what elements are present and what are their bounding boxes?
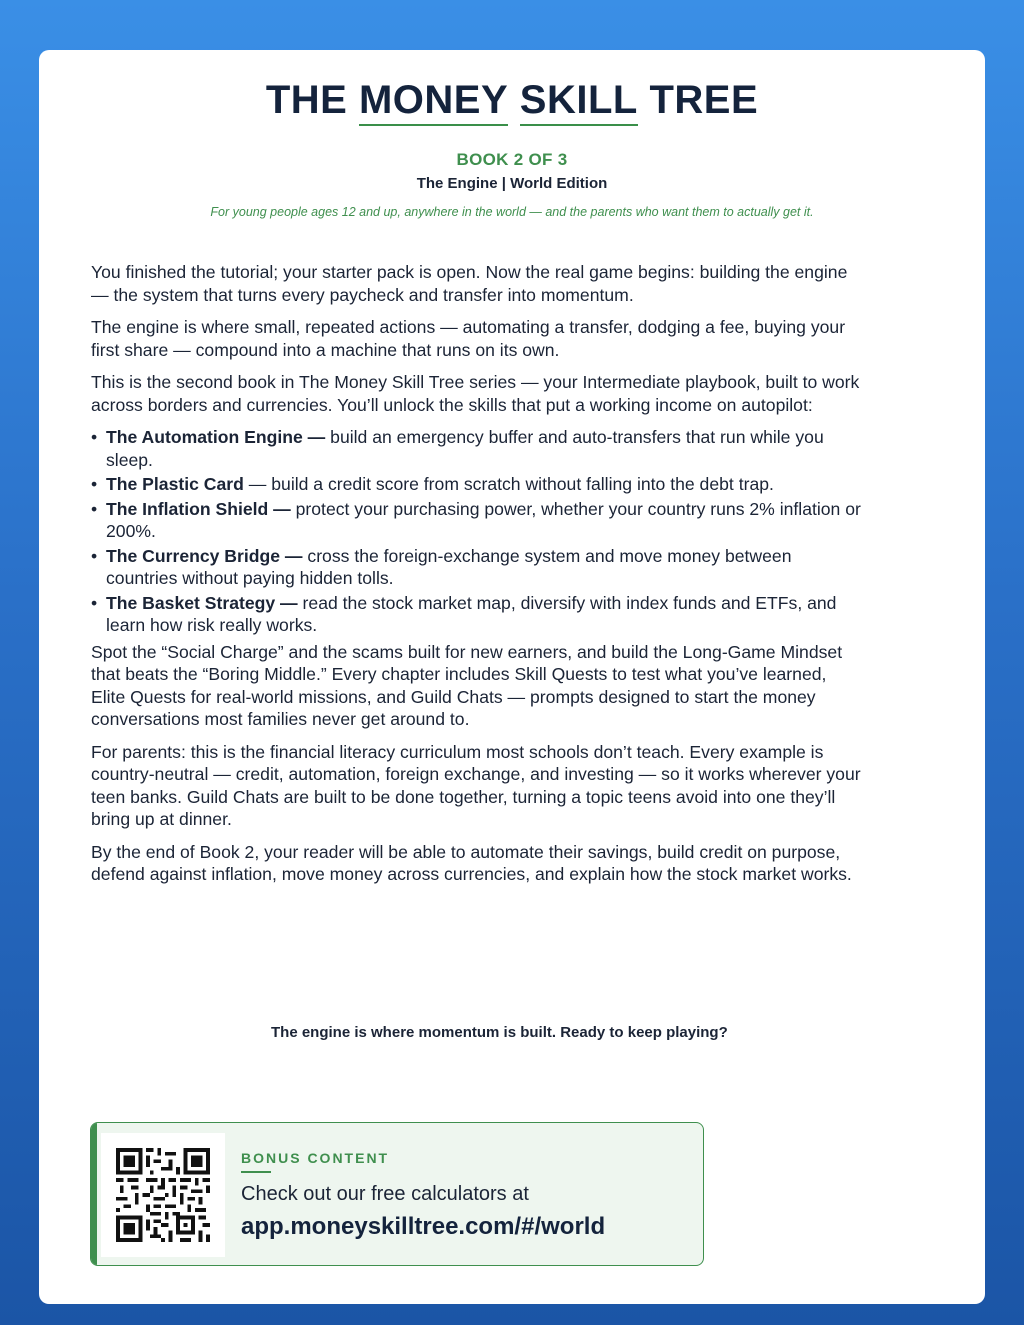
audience-tagline: For young people ages 12 and up, anywhere in the world — and the parents who want them to actually get it. [210, 205, 814, 219]
skill-desc: protect your purchasing power, whether your country runs 2% inflation or 200%. [106, 498, 861, 541]
skill-name: The Basket Strategy — [106, 592, 298, 613]
title-word-skill: SKILL [519, 78, 638, 122]
bullet-icon: • [91, 474, 98, 494]
list-item [91, 592, 861, 637]
book-number-label: BOOK 2 OF 3 [456, 150, 568, 169]
skill-desc: build an emergency buffer and auto-transfers that run while you sleep. [106, 427, 824, 470]
description-body [91, 261, 861, 896]
skill-desc: read the stock market map, diversify with index funds and ETFs, and learn how risk really works. [106, 592, 837, 635]
list-item [91, 545, 861, 590]
outro-paragraph-1: Spot the “Social Charge” and the scams built for new earners, and build the Long-Game Mindset that beats the “Boring Middle.” Every chapter includes Skill Quests to test what you’ve learned, Elite Quests for real-world missions, and Guild Chats — prompts designed to start the money conversations most families never get around to. [91, 641, 843, 729]
skill-desc: cross the foreign-exchange system and move money between countries without paying hidden tolls. [106, 545, 792, 588]
skills-list [91, 426, 861, 637]
list-item [91, 498, 861, 543]
intro-paragraph-1: You finished the tutorial; your starter pack is open. Now the real game begins: building the engine — the system that turns every paycheck and transfer into momentum. [91, 262, 848, 305]
skill-desc: — build a credit score from scratch without falling into the debt trap. [243, 474, 774, 494]
intro-paragraph-3: This is the second book in The Money Skill Tree series — your Intermediate playbook, built to work across borders and currencies. You’ll unlock the skills that put a working income on autopilot: [91, 372, 860, 415]
qr-code-icon [116, 1148, 210, 1242]
skill-name: The Automation Engine — [106, 427, 326, 447]
intro-paragraph-2: The engine is where small, repeated actions — automating a transfer, dodging a fee, buying your first share — compound into a machine that runs on its own. [91, 317, 846, 360]
title-space [508, 78, 520, 122]
outro-paragraph-2: For parents: this is the financial literacy curriculum most schools don’t teach. Every example is country-neutral — credit, automation, foreign exchange, and investing — so it works wherever your teen banks. Guild Chats are built to be done together, turning a topic teens avoid into one they’ll bring up at dinner. [91, 741, 861, 829]
bullet-icon: • [91, 545, 98, 566]
list-item [91, 473, 861, 496]
skill-name: The Currency Bridge — [106, 545, 303, 566]
closing-line: The engine is where momentum is built. Ready to keep playing? [271, 1024, 728, 1041]
list-item [91, 426, 861, 471]
bullet-icon: • [91, 427, 98, 447]
bonus-content-label: BONUS CONTENT [241, 1150, 390, 1166]
title-prefix: THE [265, 78, 359, 122]
title-suffix: TREE [637, 78, 759, 122]
bullet-icon: • [91, 592, 98, 613]
skill-name: The Plastic Card [106, 474, 244, 494]
bullet-icon: • [91, 498, 98, 519]
bonus-description: Check out our free calculators at [241, 1183, 529, 1205]
title-word-money: MONEY [358, 78, 509, 122]
edition-subtitle: The Engine | World Edition [416, 175, 608, 192]
outro-paragraph-3: By the end of Book 2, your reader will be able to automate their savings, build credit on purpose, defend against inflation, move money across currencies, and explain how the stock market works. [91, 841, 852, 884]
skill-name: The Inflation Shield — [106, 498, 291, 519]
calculators-url-link[interactable]: app.moneyskilltree.com/#/world [241, 1213, 606, 1240]
qr-code[interactable] [101, 1133, 225, 1257]
bonus-content-box [90, 1122, 704, 1266]
bonus-accent-bar [91, 1123, 97, 1265]
bonus-divider [241, 1171, 271, 1173]
book-title [0, 78, 1024, 123]
